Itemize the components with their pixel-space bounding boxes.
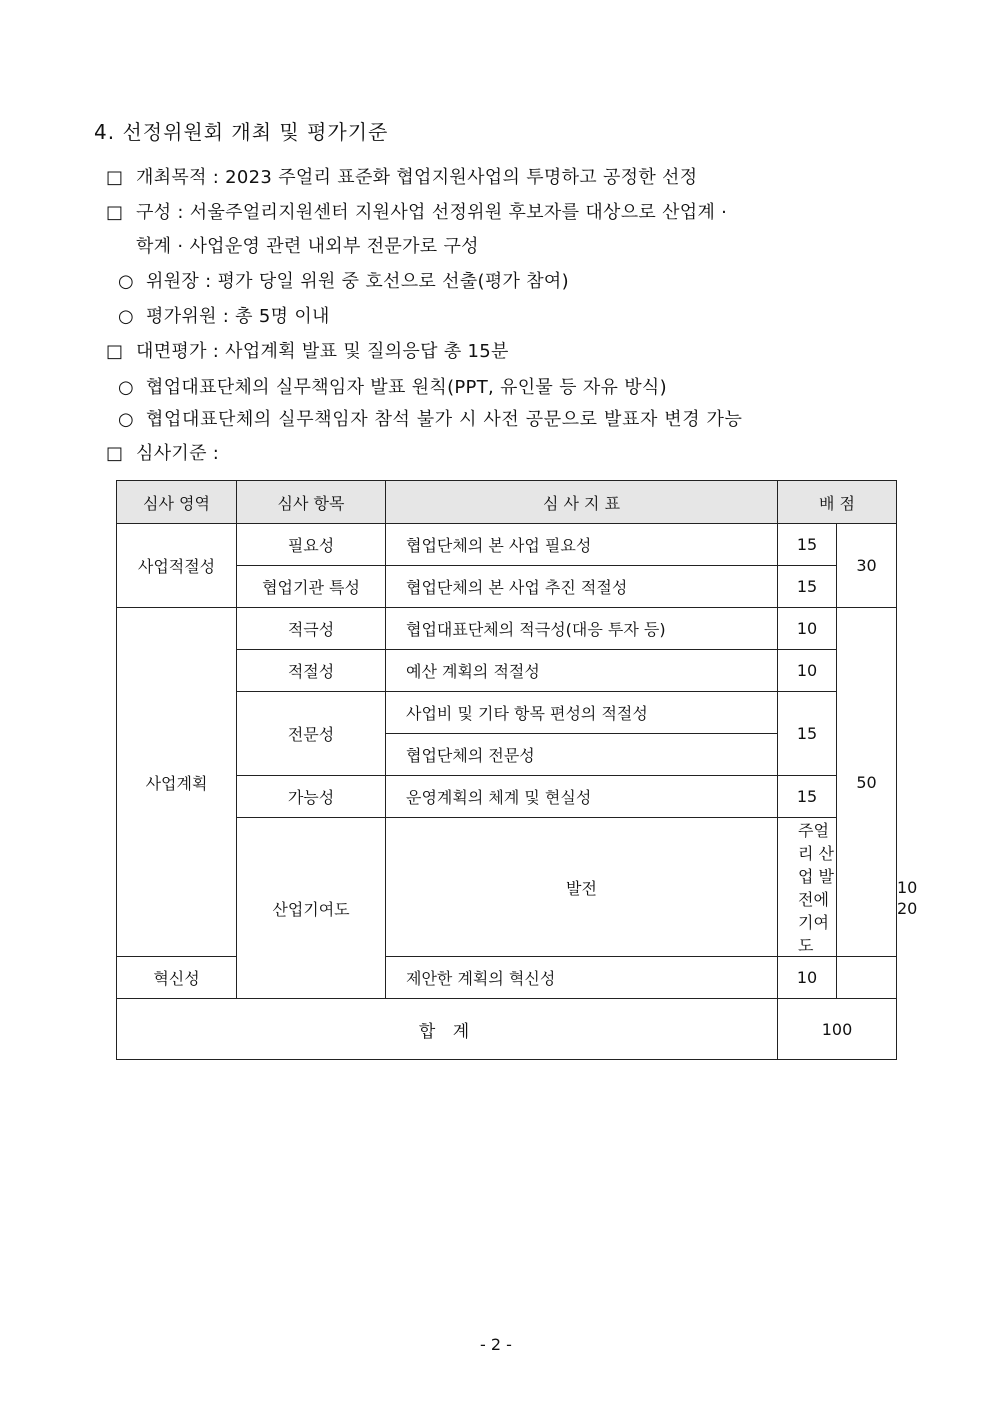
substitute-text: 협업대표단체의 실무책임자 참석 불가 시 사전 공문으로 발표자 변경 가능 xyxy=(146,409,743,430)
chair-text: 위원장 : 평가 당일 위원 중 호선으로 선출(평가 참여) xyxy=(146,271,569,292)
area-cell: 사업적절성 xyxy=(117,524,237,608)
header-indicator: 심 사 지 표 xyxy=(386,481,778,524)
indicator-cell: 예산 계획의 적절성 xyxy=(386,650,778,692)
criteria-label: 심사기준 : xyxy=(136,443,220,464)
table-row: 산업기여도 발전 주얼리 산업 발전에 기여도 10 20 xyxy=(117,818,897,957)
circle-bullet-icon: ○ xyxy=(118,377,135,398)
score-cell: 15 xyxy=(778,566,837,608)
area-total-cell: 30 xyxy=(837,524,897,608)
purpose-text: 개최목적 : 2023 주얼리 표준화 협업지원사업의 투명하고 공정한 선정 xyxy=(136,167,698,188)
chair-line xyxy=(118,267,569,293)
checkbox-bullet-icon: □ xyxy=(106,443,124,464)
sum-label-cell: 합 계 xyxy=(117,999,778,1060)
composition-line xyxy=(106,198,727,224)
indicator-cell: 협업단체의 전문성 xyxy=(386,734,778,776)
area-cell: 사업계획 xyxy=(117,608,237,957)
section-title: 4. 선정위원회 개최 및 평가기준 xyxy=(94,120,389,144)
interview-text: 대면평가 : 사업계획 발표 및 질의응답 총 15분 xyxy=(136,341,509,362)
composition-text: 구성 : 서울주얼리지원센터 지원사업 선정위원 후보자를 대상으로 산업계 · xyxy=(136,202,728,223)
table-row xyxy=(117,524,897,566)
table-row xyxy=(117,608,897,650)
criteria-label-line xyxy=(106,439,219,465)
indicator-cell: 협업단체의 본 사업 추진 적절성 xyxy=(386,566,778,608)
score-cell: 15 xyxy=(778,692,837,776)
area-cell: 산업기여도 xyxy=(237,818,386,999)
page-number: - 2 - xyxy=(480,1335,512,1354)
score-cell: 10 xyxy=(778,608,837,650)
interview-line xyxy=(106,337,509,363)
item-cell: 전문성 xyxy=(237,692,386,776)
score-cell: 10 xyxy=(778,957,837,999)
item-cell: 적절성 xyxy=(237,650,386,692)
indicator-cell: 제안한 계획의 혁신성 xyxy=(386,957,778,999)
item-cell: 필요성 xyxy=(237,524,386,566)
item-cell: 발전 xyxy=(386,818,778,957)
score-cell: 15 xyxy=(778,776,837,818)
indicator-cell: 운영계획의 체계 및 현실성 xyxy=(386,776,778,818)
indicator-cell: 협업단체의 본 사업 필요성 xyxy=(386,524,778,566)
header-item: 심사 항목 xyxy=(237,481,386,524)
indicator-cell: 주얼리 산업 발전에 기여도 xyxy=(778,818,837,957)
members-line xyxy=(118,302,330,328)
sum-value-cell: 100 xyxy=(778,999,897,1060)
header-score: 배 점 xyxy=(778,481,897,524)
table-row xyxy=(117,957,897,999)
score-cell: 10 xyxy=(778,650,837,692)
presenter-line xyxy=(118,373,667,399)
item-cell: 적극성 xyxy=(237,608,386,650)
checkbox-bullet-icon: □ xyxy=(106,167,124,188)
purpose-line xyxy=(106,163,697,189)
evaluation-criteria-table xyxy=(116,480,918,1060)
area-total-cell: 50 xyxy=(837,608,897,957)
sum-row xyxy=(117,999,897,1060)
circle-bullet-icon: ○ xyxy=(118,409,135,430)
table-header-row xyxy=(117,481,897,524)
substitute-line xyxy=(118,405,743,431)
item-cell: 협업기관 특성 xyxy=(237,566,386,608)
indicator-cell: 사업비 및 기타 항목 편성의 적절성 xyxy=(386,692,778,734)
composition-cont-text: 학계 · 사업운영 관련 내외부 전문가로 구성 xyxy=(136,236,479,257)
item-cell: 가능성 xyxy=(237,776,386,818)
checkbox-bullet-icon: □ xyxy=(106,202,124,223)
indicator-cell: 협업대표단체의 적극성(대응 투자 등) xyxy=(386,608,778,650)
header-area: 심사 영역 xyxy=(117,481,237,524)
circle-bullet-icon: ○ xyxy=(118,306,135,327)
circle-bullet-icon: ○ xyxy=(118,271,135,292)
members-text: 평가위원 : 총 5명 이내 xyxy=(146,306,330,327)
score-cell: 15 xyxy=(778,524,837,566)
presenter-text: 협업대표단체의 실무책임자 발표 원칙(PPT, 유인물 등 자유 방식) xyxy=(146,377,667,398)
item-cell: 혁신성 xyxy=(117,957,237,999)
checkbox-bullet-icon: □ xyxy=(106,341,124,362)
